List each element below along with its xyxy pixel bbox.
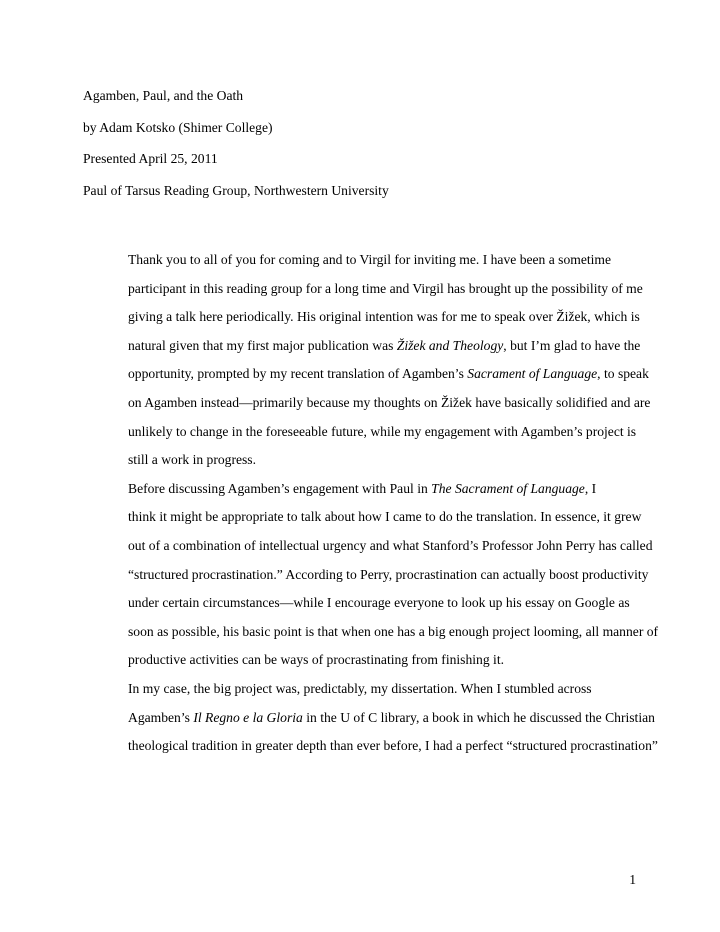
book-title-sacrament-of-language: Sacrament of Language	[467, 366, 598, 382]
book-title-il-regno-e-la-gloria: Il Regno e la Gloria	[193, 709, 303, 725]
text-line: still a work in progress.	[128, 452, 256, 468]
text-line	[83, 332, 643, 361]
text-line: think it might be appropriate to talk about how I came to do the translation. In essence, it grew	[128, 509, 642, 525]
body-text	[83, 246, 659, 761]
book-title-the-sacrament-of-language: The Sacrament of Language	[431, 480, 585, 496]
text-run: Before discussing Agamben’s engagement with Paul in	[128, 480, 432, 496]
presentation-date: Presented April 25, 2011	[83, 151, 218, 166]
text-line: Thank you to all of you for coming and to Virgil for inviting me. I have been a sometime	[128, 252, 612, 267]
text-line: “structured procrastination.” According to Perry, procrastination can actually boost productivity	[128, 566, 649, 582]
text-line: under certain circumstances—while I encourage everyone to look up his essay on Google as	[128, 595, 630, 611]
text-line: giving a talk here periodically. His original intention was for me to speak over Žižek, which is	[128, 309, 640, 325]
text-line: on Agamben instead—primarily because my thoughts on Žižek have basically solidified and are	[128, 394, 651, 410]
text-run: natural given that my first major publication was	[128, 337, 397, 353]
text-line: productive activities can be ways of procrastinating from finishing it.	[128, 652, 504, 668]
text-line: soon as possible, his basic point is that when one has a big enough project looming, all manner of	[128, 623, 659, 639]
paragraph-1	[83, 246, 651, 475]
venue-line: Paul of Tarsus Reading Group, Northwestern University	[83, 183, 389, 198]
text-run: , I	[584, 480, 597, 496]
page-number: 1	[629, 872, 636, 887]
text-line	[83, 475, 643, 504]
text-line	[83, 360, 649, 389]
text-run: , but I’m glad to have the	[503, 337, 641, 353]
paper-title: Agamben, Paul, and the Oath	[83, 88, 244, 103]
book-title-zizek-and-theology: Žižek and Theology	[396, 337, 504, 353]
text-line: out of a combination of intellectual urgency and what Stanford’s Professor John Perry has called	[128, 537, 653, 553]
text-run: in the U of C library, a book in which he discussed the Christian	[302, 709, 655, 725]
text-line	[83, 704, 655, 733]
text-line: participant in this reading group for a long time and Virgil has brought up the possibility of me	[128, 280, 643, 296]
text-run: Agamben’s	[128, 709, 194, 725]
text-run: opportunity, prompted by my recent translation of Agamben’s	[128, 366, 468, 382]
text-run: , to speak	[597, 366, 649, 382]
paragraph-3	[83, 675, 658, 761]
text-line: unlikely to change in the foreseeable future, while my engagement with Agamben’s project is	[128, 423, 637, 439]
text-line: In my case, the big project was, predictably, my dissertation. When I stumbled across	[128, 680, 592, 696]
paragraph-2	[83, 475, 659, 675]
author-line: by Adam Kotsko (Shimer College)	[83, 120, 273, 135]
text-line: theological tradition in greater depth than ever before, I had a perfect “structured procrastination”	[128, 738, 658, 754]
